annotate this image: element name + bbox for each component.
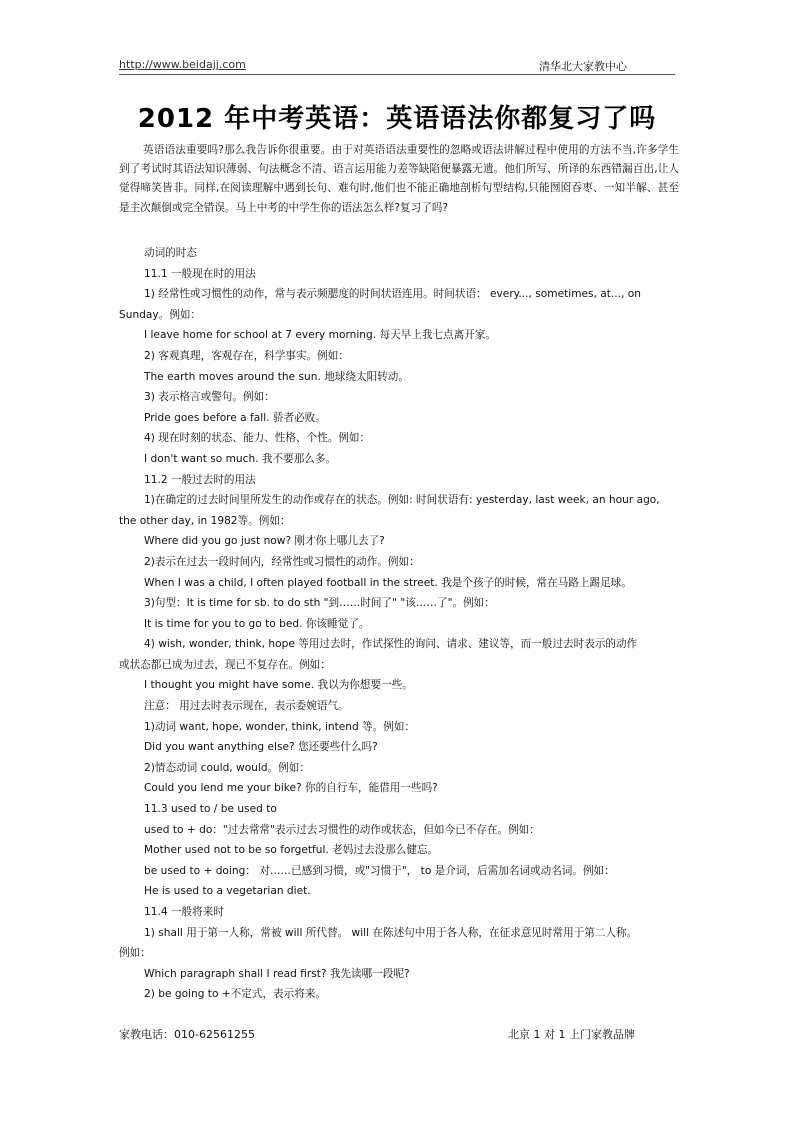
- body-line: 或状态都已成为过去，现已不复存在。例如：: [119, 658, 331, 671]
- page-header: [119, 58, 675, 74]
- header-url-link[interactable]: http://www.beidajj.com: [119, 58, 246, 71]
- intro-paragraph: 英语语法重要吗?那么我告诉你很重要。由于对英语语法重要性的忽略或语法讲解过程中使用的方法不当,许多学生到了考试时其语法知识薄弱、句法概念不清、语言运用能力差等缺陷便暴露无遗。他们所写、所译的东西错漏百出,让人觉得啼笑皆非。同样,在阅读理解中遇到长句、难句时,他们也不能正确地剖析句型结构,只能囫囵吞枣、一知半解、甚至是主次颠倒或完全错误。马上中考的中学生你的语法怎么样?复习了吗?: [119, 144, 679, 214]
- example-line: Where did you go just now? 刚才你上哪儿去了?: [144, 535, 385, 548]
- document-body: [119, 243, 679, 1005]
- example-line: Mother used not to be so forgetful. 老妈过去没那么健忘。: [144, 844, 439, 857]
- example-line: Which paragraph shall I read first? 我先读哪一段呢?: [144, 967, 410, 980]
- body-line: be used to + doing： 对……已感到习惯，或"习惯于"， to 是介词，后需加名词或动名词。例如：: [144, 864, 615, 877]
- body-line: 1)动词 want, hope, wonder, think, intend 等。例如：: [144, 720, 416, 733]
- subsection-heading-11-2: 11.2 一般过去时的用法: [144, 473, 256, 486]
- example-line: Pride goes before a fall. 骄者必败。: [144, 411, 326, 424]
- subsection-heading-11-4: 11.4 一般将来时: [144, 906, 224, 918]
- example-line: I leave home for school at 7 every morning. 每天早上我七点离开家。: [144, 329, 497, 342]
- section-heading-verb-tenses: 动词的时态: [144, 247, 197, 259]
- example-line: When I was a child, I often played football in the street. 我是个孩子的时候，常在马路上踢足球。: [144, 576, 632, 589]
- example-line: It is time for you to go to bed. 你该睡觉了。: [144, 617, 370, 630]
- header-rule: [119, 74, 675, 75]
- subsection-heading-11-3: 11.3 used to / be used to: [144, 803, 277, 816]
- example-line: Did you want anything else? 您还要些什么吗?: [144, 741, 378, 754]
- body-line: 2)情态动词 could, would。例如：: [144, 761, 310, 774]
- body-line: 2) 客观真理，客观存在，科学事实。例如：: [144, 349, 349, 362]
- footer-brand: 北京 1 对 1 上门家教品牌: [508, 1028, 635, 1041]
- example-line: He is used to a vegetarian diet.: [144, 885, 311, 898]
- body-line: 例如：: [119, 947, 151, 960]
- body-line: 4) wish, wonder, think, hope 等用过去时，作试探性的询问、请求、建议等，而一般过去时表示的动作: [144, 638, 638, 651]
- body-line: 3) 表示格言或警句。例如：: [144, 391, 275, 404]
- example-line: Could you lend me your bike? 你的自行车，能借用一些吗?: [144, 782, 438, 795]
- body-line: Sunday。例如：: [119, 308, 202, 321]
- footer-phone: 家教电话：010-62561255: [119, 1028, 255, 1041]
- example-line: I don't want so much. 我不要那么多。: [144, 452, 337, 465]
- example-line: I thought you might have some. 我以为你想要一些。: [144, 679, 413, 692]
- body-line: used to + do："过去常常"表示过去习惯性的动作或状态，但如今已不存在。例如：: [144, 823, 540, 836]
- header-organization: 清华北大家教中心: [539, 60, 627, 73]
- subsection-heading-11-1: 11.1 一般现在时的用法: [144, 267, 256, 280]
- document-title: 2012 年中考英语：英语语法你都复习了吗: [137, 104, 657, 134]
- body-line: 2) be going to +不定式，表示将来。: [144, 988, 327, 1001]
- body-line: the other day, in 1982等。例如：: [119, 514, 291, 527]
- body-line: 2)表示在过去一段时间内，经常性或习惯性的动作。例如：: [144, 555, 420, 568]
- body-line: 1)在确定的过去时间里所发生的动作或存在的状态。例如: 时间状语有: yesterday, last week, an hour ago,: [144, 494, 660, 507]
- example-line: The earth moves around the sun. 地球绕太阳转动。: [144, 370, 409, 383]
- body-line: 1) shall 用于第一人称，常被 will 所代替。 will 在陈述句中用于各人称，在征求意见时常用于第二人称。: [144, 926, 638, 939]
- body-line: 3)句型：It is time for sb. to do sth "到……时间了" "该……了"。例如：: [144, 597, 495, 610]
- body-line: 4) 现在时刻的状态、能力、性格、个性。例如：: [144, 432, 371, 445]
- note-line: 注意： 用过去时表示现在，表示委婉语气。: [144, 700, 349, 713]
- body-line: 1) 经常性或习惯性的动作，常与表示频腮度的时间状语连用。时间状语： every..., sometimes, at..., on: [144, 288, 641, 301]
